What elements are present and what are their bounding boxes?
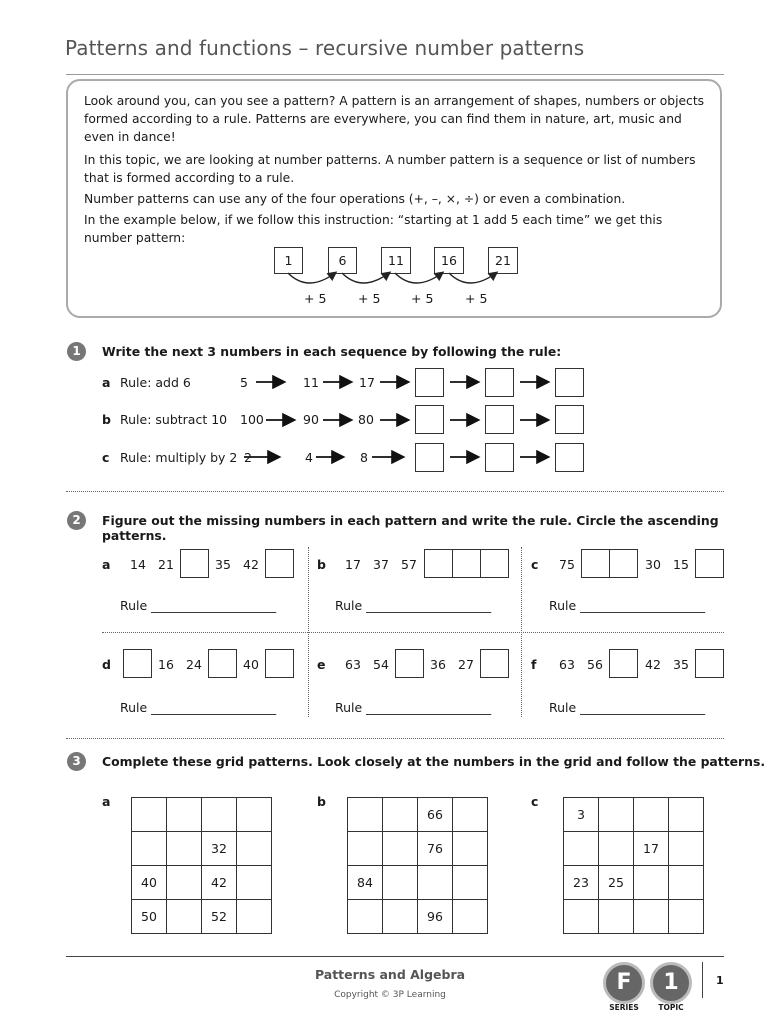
q2a-answer-box[interactable] (265, 549, 294, 578)
q1a-answer-box-3[interactable] (555, 368, 584, 397)
q2-letter-e: e (317, 657, 326, 672)
grid-cell[interactable] (348, 798, 383, 832)
q2c-answer-box[interactable] (609, 549, 638, 578)
q2e-answer-box[interactable] (480, 649, 509, 678)
grid-cell[interactable] (167, 798, 202, 832)
grid-cell[interactable] (237, 832, 272, 866)
grid-cell: 66 (418, 798, 453, 832)
intro-paragraph-3: Number patterns can use any of the four operations (+, –, ×, ÷) or even a combination. (84, 192, 626, 206)
grid-cell[interactable] (453, 832, 488, 866)
footer-divider (66, 956, 724, 957)
q2a-value: 35 (215, 557, 231, 572)
grid-cell[interactable] (237, 900, 272, 934)
grid-cell[interactable] (348, 832, 383, 866)
q1-letter-c: c (102, 450, 110, 465)
q2e-value: 63 (345, 657, 361, 672)
grid-cell[interactable] (453, 798, 488, 832)
grid-cell[interactable] (383, 866, 418, 900)
q2c-value: 15 (673, 557, 689, 572)
q3a-grid (131, 797, 272, 934)
q2b-answer-box[interactable] (480, 549, 509, 578)
grid-cell[interactable] (634, 866, 669, 900)
q2b-answer-box[interactable] (452, 549, 481, 578)
example-step-label: + 5 (304, 291, 327, 306)
q2b-value: 17 (345, 557, 361, 572)
example-step-label: + 5 (411, 291, 434, 306)
grid-cell[interactable] (564, 900, 599, 934)
q2d-value: 16 (158, 657, 174, 672)
q1-value: 11 (303, 375, 319, 390)
q2-letter-f: f (531, 657, 537, 672)
q1c-answer-box-1[interactable] (415, 443, 444, 472)
grid-cell[interactable] (599, 798, 634, 832)
footer-copyright: Copyright © 3P Learning (334, 990, 446, 1000)
section-divider (66, 491, 724, 492)
q3-letter-b: b (317, 794, 326, 809)
q2f-answer-box[interactable] (609, 649, 638, 678)
question-3-badge: 3 (67, 752, 86, 771)
q2d-answer-box[interactable] (208, 649, 237, 678)
q1-value: 80 (358, 412, 374, 427)
q1a-answer-box-1[interactable] (415, 368, 444, 397)
q2d-value: 40 (243, 657, 259, 672)
grid-cell[interactable] (132, 798, 167, 832)
q2e-value: 27 (458, 657, 474, 672)
q2d-answer-box[interactable] (123, 649, 152, 678)
grid-cell[interactable] (167, 832, 202, 866)
section-divider (66, 738, 724, 739)
q2c-answer-box[interactable] (695, 549, 724, 578)
q2f-answer-box[interactable] (695, 649, 724, 678)
grid-cell[interactable] (132, 832, 167, 866)
q1-value: 17 (359, 375, 375, 390)
q1-rule-c: Rule: multiply by 2 (120, 450, 238, 465)
grid-cell[interactable] (634, 900, 669, 934)
grid-cell: 3 (564, 798, 599, 832)
footer-section-title: Patterns and Algebra (314, 967, 466, 982)
q2b-rule-line[interactable]: Rule ____________________ (335, 598, 492, 613)
grid-cell: 50 (132, 900, 167, 934)
q1-value: 2 (244, 450, 252, 465)
q2a-value: 14 (130, 557, 146, 572)
grid-cell[interactable] (383, 900, 418, 934)
q2a-answer-box[interactable] (180, 549, 209, 578)
grid-cell[interactable] (383, 798, 418, 832)
q2f-value: 42 (645, 657, 661, 672)
grid-cell[interactable] (453, 866, 488, 900)
grid-cell[interactable] (167, 900, 202, 934)
q2f-rule-line[interactable]: Rule ____________________ (549, 700, 706, 715)
intro-paragraph-2: In this topic, we are looking at number patterns. A number pattern is a sequence or list of numbers that is formed according to a rule. (84, 153, 696, 185)
grid-cell[interactable] (669, 866, 704, 900)
q1-letter-a: a (102, 375, 111, 390)
grid-cell: 84 (348, 866, 383, 900)
grid-cell[interactable] (669, 832, 704, 866)
footer-separator (702, 962, 703, 998)
q2a-rule-line[interactable]: Rule ____________________ (120, 598, 277, 613)
grid-cell[interactable] (453, 900, 488, 934)
q1b-answer-box-3[interactable] (555, 405, 584, 434)
grid-cell[interactable] (418, 866, 453, 900)
q1-value: 8 (360, 450, 368, 465)
topic-badge: 1 (650, 962, 692, 1004)
q1c-answer-box-2[interactable] (485, 443, 514, 472)
question-1-badge: 1 (67, 342, 86, 361)
intro-paragraph-4: In the example below, if we follow this instruction: “starting at 1 add 5 each time” we get this number pattern: (84, 213, 663, 245)
page-number: 1 (716, 974, 724, 987)
q2f-value: 63 (559, 657, 575, 672)
q2d-value: 24 (186, 657, 202, 672)
grid-cell: 52 (202, 900, 237, 934)
q2-letter-d: d (102, 657, 111, 672)
grid-cell[interactable] (237, 798, 272, 832)
grid-cell[interactable] (634, 798, 669, 832)
question-1-text: Write the next 3 numbers in each sequence by following the rule: (102, 344, 562, 359)
q2c-value: 30 (645, 557, 661, 572)
grid-cell[interactable] (599, 832, 634, 866)
topic-label: TOPIC (658, 1003, 684, 1012)
grid-cell[interactable] (669, 798, 704, 832)
q2-letter-b: b (317, 557, 326, 572)
example-number: 21 (495, 253, 511, 268)
q1c-answer-box-3[interactable] (555, 443, 584, 472)
q2e-rule-line[interactable]: Rule ____________________ (335, 700, 492, 715)
page-title: Patterns and functions – recursive number patterns (65, 36, 585, 60)
example-number: 6 (338, 253, 347, 268)
q2f-value: 56 (587, 657, 603, 672)
question-2-badge: 2 (67, 511, 86, 530)
grid-cell[interactable] (669, 900, 704, 934)
q1-rule-b: Rule: subtract 10 (120, 412, 228, 427)
example-number: 1 (284, 253, 293, 268)
q1-value: 100 (240, 412, 264, 427)
q1-value: 4 (305, 450, 313, 465)
grid-cell: 40 (132, 866, 167, 900)
grid-cell: 32 (202, 832, 237, 866)
q2e-value: 54 (373, 657, 389, 672)
question-1-arrows (0, 0, 768, 480)
grid-cell: 23 (564, 866, 599, 900)
q2c-answer-box[interactable] (581, 549, 610, 578)
q2b-value: 37 (373, 557, 389, 572)
q3c-grid (563, 797, 704, 934)
example-step-label: + 5 (358, 291, 381, 306)
grid-cell[interactable] (237, 866, 272, 900)
q2a-value: 42 (243, 557, 259, 572)
q1-letter-b: b (102, 412, 111, 427)
q2b-answer-box[interactable] (424, 549, 453, 578)
row-divider (102, 632, 724, 633)
grid-cell[interactable] (599, 900, 634, 934)
grid-cell: 25 (599, 866, 634, 900)
grid-cell: 96 (418, 900, 453, 934)
question-2-text: Figure out the missing numbers in each pattern and write the rule. Circle the ascending patterns. (102, 513, 719, 543)
example-number: 11 (388, 253, 404, 268)
grid-cell: 42 (202, 866, 237, 900)
grid-cell[interactable] (383, 832, 418, 866)
grid-cell: 76 (418, 832, 453, 866)
grid-cell[interactable] (564, 832, 599, 866)
q2c-value: 75 (559, 557, 575, 572)
q2a-value: 21 (158, 557, 174, 572)
q3-letter-c: c (531, 794, 539, 809)
example-number: 16 (441, 253, 457, 268)
q2e-answer-box[interactable] (395, 649, 424, 678)
grid-cell[interactable] (202, 798, 237, 832)
series-badge: F (603, 962, 645, 1004)
q1b-answer-box-2[interactable] (485, 405, 514, 434)
q1-value: 5 (240, 375, 248, 390)
q1b-answer-box-1[interactable] (415, 405, 444, 434)
q1a-answer-box-2[interactable] (485, 368, 514, 397)
q2d-rule-line[interactable]: Rule ____________________ (120, 700, 277, 715)
intro-paragraph-1: Look around you, can you see a pattern? A pattern is an arrangement of shapes, numbers or objects formed according to a rule. Patterns are everywhere, you can find them in nature, art, music and even in dance! (84, 94, 705, 144)
q1-rule-a: Rule: add 6 (120, 375, 191, 390)
q2b-value: 57 (401, 557, 417, 572)
q2-letter-c: c (531, 557, 539, 572)
grid-cell[interactable] (348, 900, 383, 934)
question-3-text: Complete these grid patterns. Look closely at the numbers in the grid and follow the patterns. (102, 754, 766, 769)
q2d-answer-box[interactable] (265, 649, 294, 678)
grid-cell: 17 (634, 832, 669, 866)
q2e-value: 36 (430, 657, 446, 672)
example-step-label: + 5 (465, 291, 488, 306)
q3b-grid (347, 797, 488, 934)
q2f-value: 35 (673, 657, 689, 672)
series-label: SERIES (609, 1003, 639, 1012)
q2-letter-a: a (102, 557, 111, 572)
q3-letter-a: a (102, 794, 111, 809)
q1-value: 90 (303, 412, 319, 427)
q2c-rule-line[interactable]: Rule ____________________ (549, 598, 706, 613)
grid-cell[interactable] (167, 866, 202, 900)
